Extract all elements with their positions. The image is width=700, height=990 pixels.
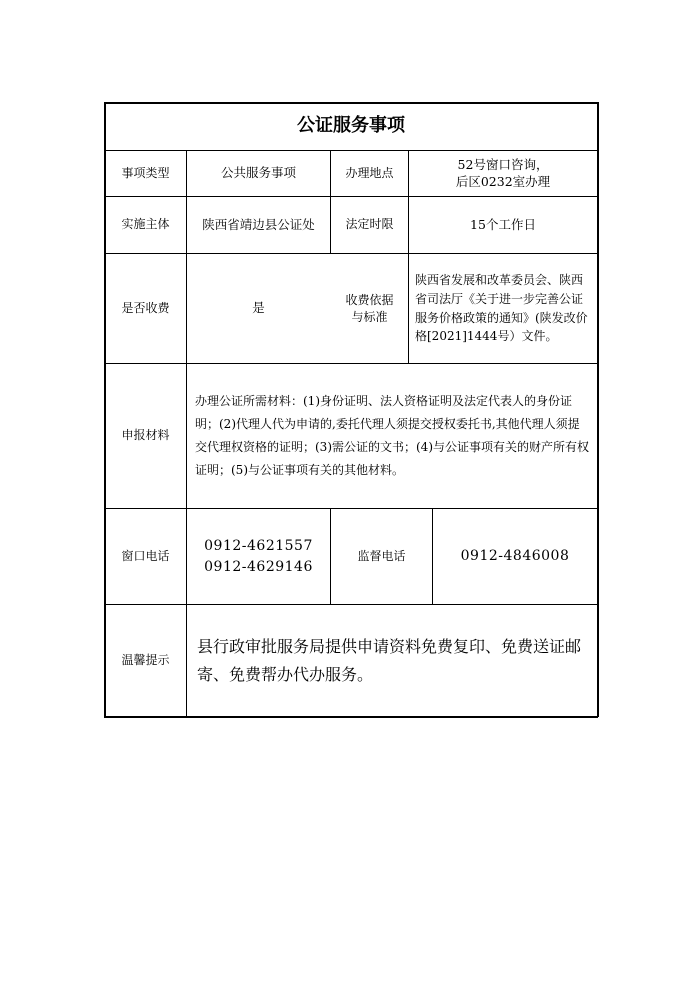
fee-basis-label-line: 与标准 — [351, 309, 388, 324]
tips-value: 县行政审批服务局提供申请资料免费复印、免费送证邮寄、免费帮办代办服务。 — [197, 637, 582, 684]
window-phone-label: 窗口电话 — [121, 548, 170, 563]
item-type-value: 公共服务事项 — [220, 165, 296, 181]
supervision-phone-value: 0912-4846008 — [460, 548, 570, 565]
materials-label: 申报材料 — [121, 428, 170, 443]
location-line: 后区0232室办理 — [455, 173, 551, 189]
fee-basis-label-line: 收费依据 — [345, 292, 394, 307]
page-title: 公证服务事项 — [297, 115, 405, 137]
implementing-body-value: 陕西省靖边县公证处 — [202, 216, 315, 232]
location-line: 52号窗口咨询， — [457, 156, 549, 172]
table-border-right — [597, 102, 599, 717]
item-type-label: 事项类型 — [121, 165, 170, 180]
materials-value: 办理公证所需材料：(1)身份证明、法人资格证明及法定代表人的身份证明；(2)代理人代为申请的,委托代理人须提交授权委托书,其他代理人须提交代理权资格的证明；(3)需公证的文书；(4)与公证事项有关的财产所有权证明；(5)与公证事项有关的其他材料。 — [195, 394, 589, 477]
window-phone-number: 0912-4629146 — [204, 558, 313, 575]
fee-basis-value: 陕西省发展和改革委员会、陕西省司法厅《关于进一步完善公证服务价格政策的通知》(陕发改价格[2021]1444号）文件。 — [415, 273, 588, 344]
time-limit-value: 15个工作日 — [470, 216, 536, 232]
fee-value: 是 — [252, 300, 265, 316]
tips-label: 温馨提示 — [121, 652, 170, 667]
supervision-phone-label: 监督电话 — [357, 548, 406, 563]
fee-basis-label — [331, 254, 408, 363]
fee-label: 是否收费 — [121, 300, 170, 315]
location-value — [409, 151, 597, 196]
implementing-body-label: 实施主体 — [121, 217, 170, 232]
table-border-bottom — [104, 716, 598, 718]
window-phone-number: 0912-4621557 — [204, 537, 313, 554]
location-label: 办理地点 — [345, 165, 394, 180]
time-limit-label: 法定时限 — [345, 217, 394, 232]
window-phone-values — [187, 509, 330, 604]
